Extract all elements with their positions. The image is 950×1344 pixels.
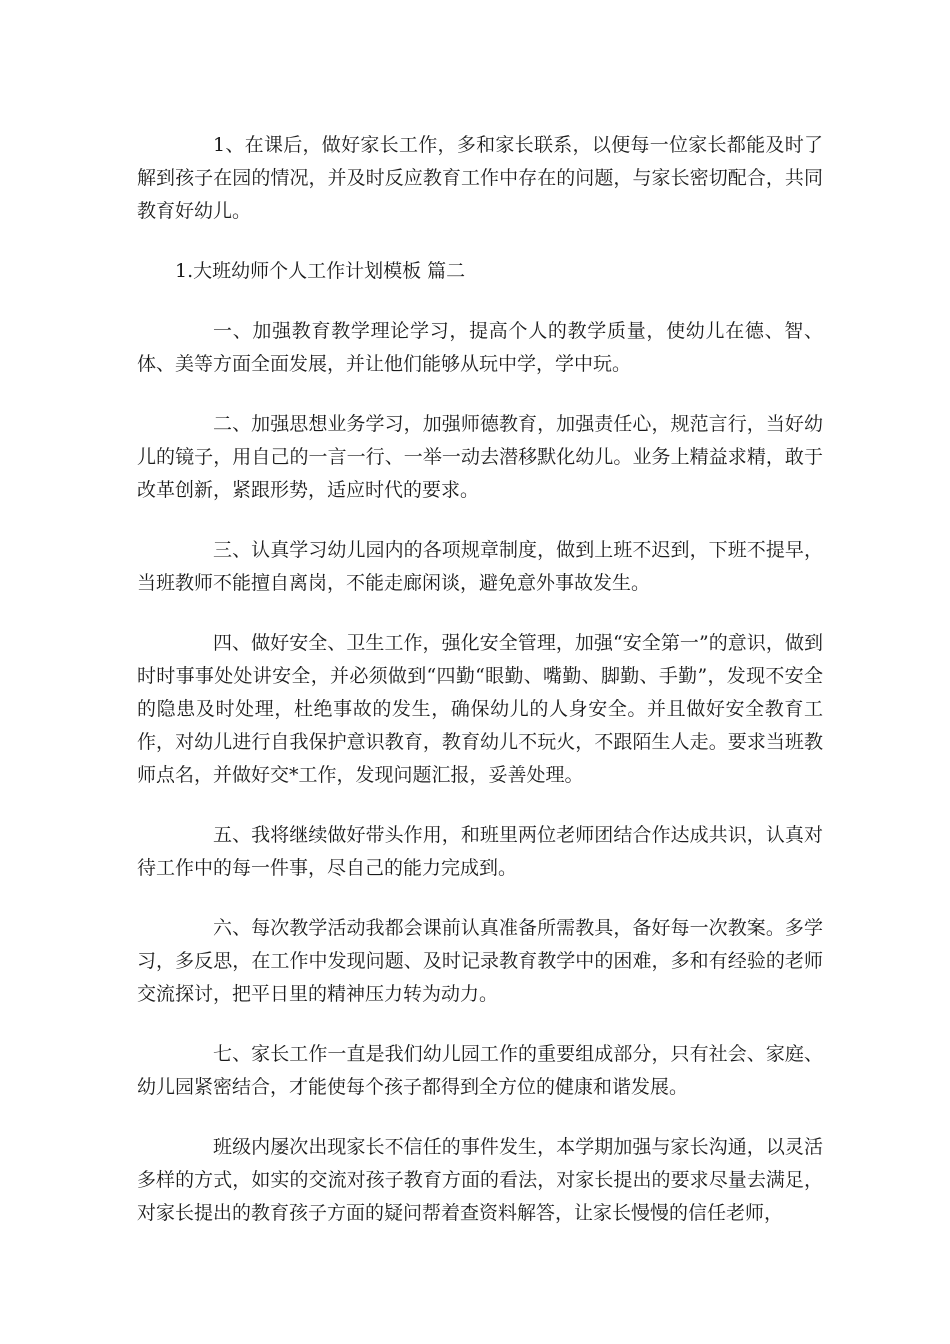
paragraph-item-6: 六、每次教学活动我都会课前认真准备所需教具，备好每一次教案。多学习，多反思，在工作中发现问题、及时记录教育教学中的困难，多和有经验的老师交流探讨，把平日里的精神压力转为动力。 [137, 917, 823, 1005]
paragraph-item-3: 三、认真学习幼儿园内的各项规章制度，做到上班不迟到，下班不提早，当班教师不能擅自离岗，不能走廊闲谈，避免意外事故发生。 [137, 539, 823, 594]
paragraph-item-2: 二、加强思想业务学习，加强师德教育，加强责任心，规范言行，当好幼儿的镜子，用自己的一言一行、一举一动去潜移默化幼儿。业务上精益求精，敢于改革创新，紧跟形势，适应时代的要求。 [137, 413, 823, 501]
paragraph-item-7: 七、家长工作一直是我们幼儿园工作的重要组成部分，只有社会、家庭、幼儿园紧密结合，才能使每个孩子都得到全方位的健康和谐发展。 [137, 1043, 823, 1098]
paragraph-item-1: 一、加强教育教学理论学习，提高个人的教学质量，使幼儿在德、智、体、美等方面全面发展，并让他们能够从玩中学，学中玩。 [137, 320, 823, 375]
document-body [137, 129, 823, 1257]
paragraph-parent-work: 1、在课后，做好家长工作，多和家长联系，以便每一位家长都能及时了解到孩子在园的情况，并及时反应教育工作中存在的问题，与家长密切配合，共同教育好幼儿。 [137, 134, 823, 222]
section-heading: 1.大班幼师个人工作计划模板 篇二 [175, 260, 466, 282]
paragraph-class-trust: 班级内屡次出现家长不信任的事件发生，本学期加强与家长沟通，以灵活多样的方式，如实的交流对孩子教育方面的看法，对家长提出的要求尽量去满足，对家长提出的教育孩子方面的疑问帮着查资料解答，让家长慢慢的信任老师， [137, 1136, 823, 1224]
paragraph-item-5: 五、我将继续做好带头作用，和班里两位老师团结合作达成共识，认真对待工作中的每一件事，尽自己的能力完成到。 [137, 824, 823, 879]
paragraph-item-4: 四、做好安全、卫生工作，强化安全管理，加强“安全第一”的意识，做到时时事事处处讲安全，并必须做到“四勤“眼勤、嘴勤、脚勤、手勤”，发现不安全的隐患及时处理，杜绝事故的发生，确保幼儿的人身安全。并且做好安全教育工作，对幼儿进行自我保护意识教育，教育幼儿不玩火，不跟陌生人走。要求当班教师点名，并做好交*工作，发现问题汇报，妥善处理。 [137, 632, 823, 786]
